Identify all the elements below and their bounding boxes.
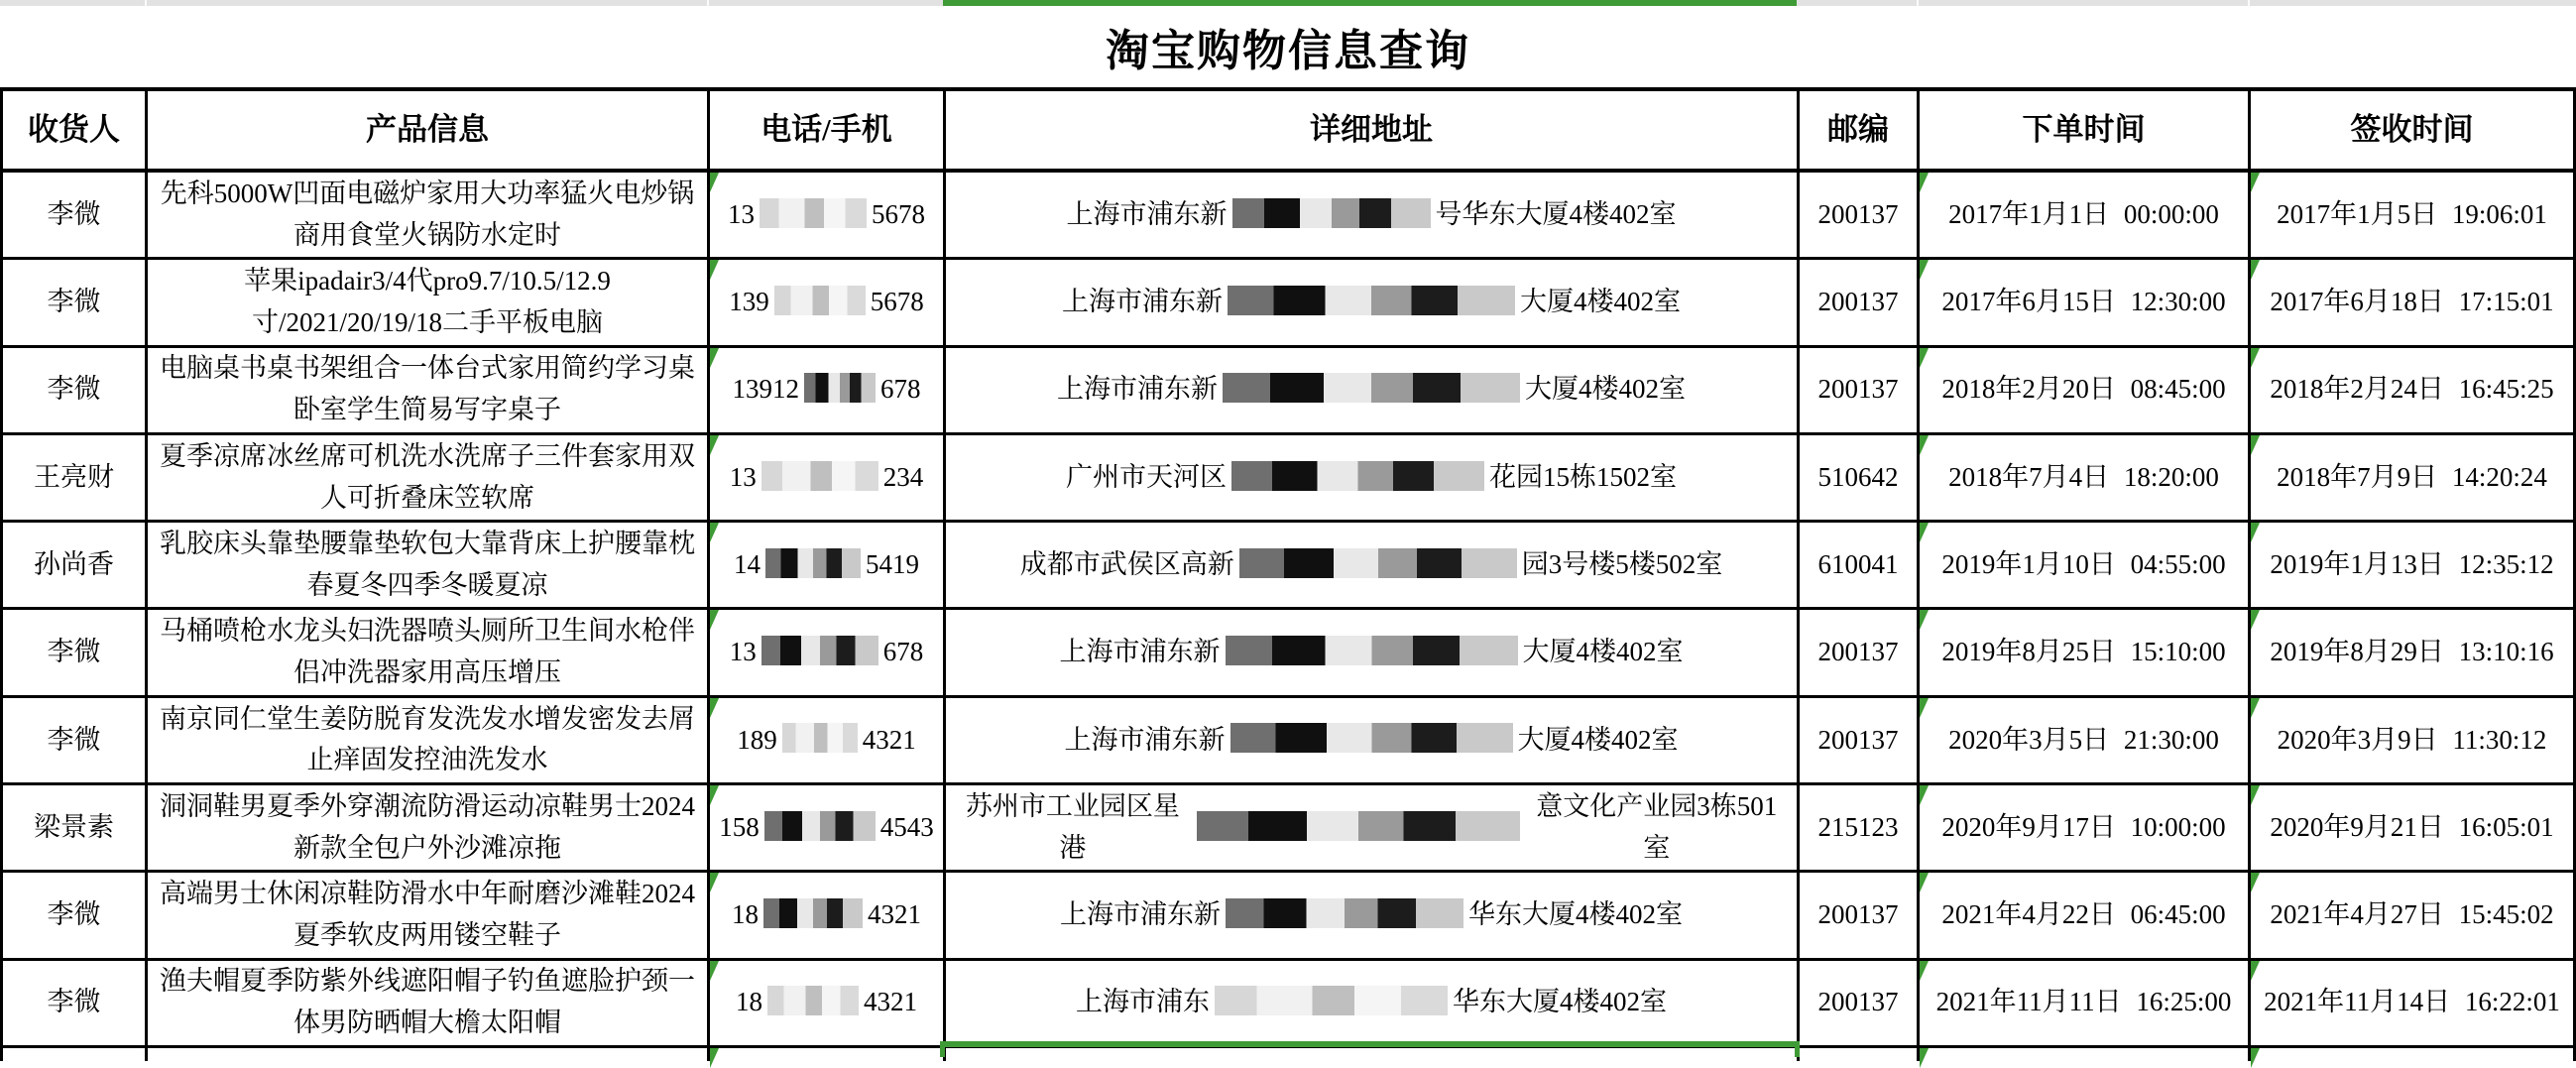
recipient-cell[interactable] [3,260,148,347]
visible-suffix: 大厦4楼402室 [1522,637,1684,667]
visible-prefix: 上海市浦东 [1076,987,1210,1017]
order-time-cell[interactable] [1920,260,2251,347]
error-indicator-icon [710,873,719,892]
order-time-cell[interactable] [1920,523,2251,610]
product-cell-text: 夏季凉席冰丝席可机洗水洗席子三件套家用双人可折叠床笠软席 [160,440,695,513]
visible-prefix: 13 [729,637,757,667]
redaction-block [1226,898,1464,928]
error-indicator-icon [710,260,719,280]
error-indicator-icon [2251,1048,2260,1068]
error-indicator-icon [1920,173,1929,192]
order-time-cell-text: 2020年3月5日 21:30:00 [1948,724,2219,755]
title-row[interactable] [0,6,2576,87]
visible-suffix: 华东大厦4楼402室 [1453,987,1667,1017]
table-row [3,173,2576,260]
zip-cell[interactable] [1800,961,1920,1048]
error-indicator-icon [710,1048,719,1068]
product-cell[interactable] [148,173,710,260]
redaction-block [761,461,878,491]
sign-time-cell-text: 2018年2月24日 16:45:25 [2270,374,2554,405]
sign-time-cell[interactable] [2251,173,2576,260]
order-time-cell-text: 2019年1月10日 04:55:00 [1941,548,2226,579]
visible-prefix: 上海市浦东新 [1062,287,1223,317]
product-cell-text: 洞洞鞋男夏季外穿潮流防滑运动凉鞋男士2024新款全包户外沙滩凉拖 [160,790,695,863]
zip-cell[interactable] [1800,698,1920,785]
zip-cell-text: 510642 [1817,461,1899,492]
product-cell[interactable] [148,873,710,960]
zip-cell[interactable] [1800,785,1920,873]
error-indicator-icon [1920,610,1929,630]
product-cell[interactable] [148,785,710,873]
phone-cell[interactable] [710,873,946,960]
sign-time-cell-text: 2018年7月9日 14:20:24 [2277,461,2547,492]
error-indicator-icon [1920,1048,1929,1068]
recipient-cell[interactable] [3,348,148,435]
recipient-cell-text: 李微 [47,724,101,755]
redaction-block [1231,461,1484,491]
phone-cell[interactable] [710,260,946,347]
phone-cell[interactable] [710,610,946,697]
error-indicator-icon [710,173,719,192]
error-indicator-icon [710,523,719,542]
phone-cell[interactable] [710,348,946,435]
error-indicator-icon [2251,435,2260,455]
error-indicator-icon [710,348,719,368]
visible-prefix: 13 [729,461,757,492]
product-cell-text: 乳胶床头靠垫腰靠垫软包大靠背床上护腰靠枕春夏冬四季冬暖夏凉 [160,528,695,600]
product-cell[interactable] [148,610,710,697]
recipient-cell-text: 李微 [47,987,101,1017]
visible-prefix: 18 [736,987,762,1017]
product-cell-text: 苹果ipadair3/4代pro9.7/10.5/12.9寸/2021/20/19/18二手平板电脑 [244,266,611,337]
error-indicator-icon [710,961,719,981]
zip-cell-text: 200137 [1817,198,1899,229]
address-cell[interactable] [946,435,1800,523]
recipient-cell-text: 李微 [47,637,101,667]
phone-cell[interactable] [710,785,946,873]
sign-time-cell[interactable] [2251,435,2576,523]
visible-prefix: 上海市浦东新 [1057,374,1218,405]
zip-cell-text: 610041 [1817,548,1899,579]
redaction-block [1215,986,1448,1015]
product-cell[interactable] [148,523,710,610]
visible-prefix: 苏州市工业园区星港 [965,790,1180,863]
visible-suffix: 5678 [870,287,924,317]
redaction-block [1197,811,1520,841]
redaction-block [1239,548,1517,578]
recipient-cell[interactable] [3,435,148,523]
visible-prefix: 139 [729,287,769,317]
redaction-block [1232,198,1431,228]
sign-time-cell-text: 2019年8月29日 13:10:16 [2270,637,2554,667]
redaction-block [782,723,858,753]
error-indicator-icon [2251,523,2260,542]
zip-cell-text: 200137 [1817,724,1899,755]
error-indicator-icon [2251,173,2260,192]
redaction-block [1228,286,1515,315]
recipient-cell-text: 孙尚香 [34,548,114,579]
visible-suffix: 4543 [879,811,934,842]
recipient-cell[interactable] [3,1048,148,1061]
redaction-block [1230,723,1513,753]
recipient-cell[interactable] [3,785,148,873]
order-time-cell[interactable] [1920,435,2251,523]
order-time-cell[interactable] [1920,1048,2251,1061]
redaction-block [767,986,859,1015]
orders-table [0,87,2576,1061]
product-cell-text: 南京同仁堂生姜防脱育发洗发水增发密发去屑止痒固发控油洗发水 [160,703,695,775]
phone-cell[interactable] [710,523,946,610]
sign-time-cell[interactable] [2251,961,2576,1048]
visible-suffix: 4321 [868,899,921,930]
sign-time-cell-text: 2020年9月21日 16:05:01 [2270,811,2554,842]
order-time-cell[interactable] [1920,873,2251,960]
visible-suffix: 大厦4楼402室 [1525,374,1686,405]
error-indicator-icon [1920,698,1929,718]
error-indicator-icon [2251,873,2260,892]
product-cell[interactable] [148,260,710,347]
table-row-partial [3,1048,2576,1061]
redaction-block [761,636,878,665]
error-indicator-icon [2251,610,2260,630]
redaction-block [765,548,861,578]
visible-suffix: 234 [882,461,924,492]
page-title: 淘宝购物信息查询 [1106,27,1470,75]
sign-time-cell[interactable] [2251,523,2576,610]
zip-cell[interactable] [1800,610,1920,697]
sign-time-cell[interactable] [2251,1048,2576,1061]
visible-prefix: 上海市浦东新 [1060,899,1221,930]
visible-suffix: 意文化产业园3栋501室 [1536,790,1778,863]
order-time-cell-text: 2021年11月11日 16:25:00 [1935,987,2232,1017]
error-indicator-icon [2251,348,2260,368]
error-indicator-icon [1920,435,1929,455]
error-indicator-icon [1920,785,1929,805]
product-cell[interactable] [148,961,710,1048]
address-cell[interactable] [946,698,1800,785]
error-indicator-icon [710,435,719,455]
visible-prefix: 上海市浦东新 [1064,724,1226,755]
zip-cell[interactable] [1800,1048,1920,1061]
address-cell[interactable] [946,961,1800,1048]
visible-prefix: 158 [719,811,760,842]
product-cell[interactable] [148,1048,710,1061]
zip-cell-text: 215123 [1817,811,1899,842]
redaction-block [760,198,867,228]
visible-suffix: 华东大厦4楼402室 [1468,899,1683,930]
table-row [3,961,2576,1048]
sign-time-cell-text: 2021年4月27日 15:45:02 [2270,899,2554,930]
error-indicator-icon [1920,348,1929,368]
recipient-cell-text: 李微 [47,198,101,229]
phone-cell[interactable] [710,1048,946,1061]
visible-suffix: 园3号楼5楼502室 [1521,548,1723,579]
order-time-cell-text: 2018年7月4日 18:20:00 [1948,461,2219,492]
recipient-cell[interactable] [3,523,148,610]
table-row [3,260,2576,347]
zip-cell[interactable] [1800,173,1920,260]
order-time-cell-text: 2017年1月1日 00:00:00 [1948,198,2219,229]
header-phone[interactable]: 电话/手机 [710,91,946,173]
table-header-row [3,91,2576,173]
sign-time-cell-text: 2021年11月14日 16:22:01 [2264,987,2560,1017]
sign-time-cell-text: 2017年6月18日 17:15:01 [2270,287,2554,317]
visible-suffix: 678 [882,637,924,667]
sign-time-cell[interactable] [2251,698,2576,785]
zip-cell[interactable] [1800,260,1920,347]
order-time-cell[interactable] [1920,961,2251,1048]
table-row [3,698,2576,785]
visible-suffix: 678 [880,374,921,405]
order-time-cell-text: 2017年6月15日 12:30:00 [1941,287,2226,317]
order-time-cell-text: 2020年9月17日 10:00:00 [1941,811,2226,842]
redaction-block [1226,636,1518,665]
error-indicator-icon [710,698,719,718]
visible-suffix: 5678 [872,198,925,229]
order-time-cell[interactable] [1920,173,2251,260]
error-indicator-icon [710,610,719,630]
phone-cell[interactable] [710,698,946,785]
address-cell[interactable] [946,785,1800,873]
zip-cell[interactable] [1800,435,1920,523]
sign-time-cell-text: 2020年3月9日 11:30:12 [2277,724,2547,755]
sign-time-cell[interactable] [2251,610,2576,697]
recipient-cell[interactable] [3,698,148,785]
redaction-block [774,286,866,315]
address-cell[interactable] [946,173,1800,260]
redaction-block [764,811,876,841]
header-address[interactable]: 详细地址 [946,91,1800,173]
zip-cell-text: 200137 [1817,637,1899,667]
redaction-block [763,898,863,928]
error-indicator-icon [1920,260,1929,280]
error-indicator-icon [1920,873,1929,892]
recipient-cell-text: 李微 [47,374,101,405]
zip-cell[interactable] [1800,523,1920,610]
address-cell[interactable] [946,260,1800,347]
table-row [3,785,2576,873]
phone-cell[interactable] [710,961,946,1048]
table-row [3,610,2576,697]
product-cell-text: 高端男士休闲凉鞋防滑水中年耐磨沙滩鞋2024夏季软皮两用镂空鞋子 [160,879,695,951]
zip-cell[interactable] [1800,873,1920,960]
visible-suffix: 4321 [862,724,916,755]
address-cell-selected[interactable] [946,1048,1800,1061]
product-cell[interactable] [148,435,710,523]
product-cell-text: 先科5000W凹面电磁炉家用大功率猛火电炒锅商用食堂火锅防水定时 [160,178,695,250]
visible-prefix: 13 [728,198,755,229]
visible-prefix: 13912 [732,374,799,405]
visible-prefix: 14 [734,548,761,579]
error-indicator-icon [2251,260,2260,280]
visible-suffix: 大厦4楼402室 [1517,724,1679,755]
order-time-cell[interactable] [1920,610,2251,697]
visible-suffix: 4321 [864,987,917,1017]
header-zip[interactable]: 邮编 [1800,91,1920,173]
visible-prefix: 18 [732,899,759,930]
recipient-cell-text: 梁景素 [34,811,114,842]
error-indicator-icon [2251,698,2260,718]
address-cell[interactable] [946,610,1800,697]
address-cell[interactable] [946,873,1800,960]
visible-prefix: 成都市武侯区高新 [1019,548,1234,579]
order-time-cell[interactable] [1920,698,2251,785]
order-time-cell-text: 2021年4月22日 06:45:00 [1941,899,2226,930]
recipient-cell-text: 李微 [47,899,101,930]
table-row [3,435,2576,523]
product-cell-text: 渔夫帽夏季防紫外线遮阳帽子钓鱼遮脸护颈一体男防晒帽大檐太阳帽 [160,966,695,1038]
zip-cell-text: 200137 [1817,287,1899,317]
redaction-block [804,373,876,403]
product-cell-text: 电脑桌书桌书架组合一体台式家用简约学习桌卧室学生简易写字桌子 [160,353,695,425]
visible-suffix: 5419 [866,548,919,579]
address-cell[interactable] [946,523,1800,610]
product-cell[interactable] [148,348,710,435]
recipient-cell[interactable] [3,961,148,1048]
sign-time-cell-text: 2017年1月5日 19:06:01 [2277,198,2547,229]
zip-cell-text: 200137 [1817,899,1899,930]
visible-prefix: 189 [737,724,777,755]
recipient-cell[interactable] [3,173,148,260]
phone-cell[interactable] [710,435,946,523]
visible-prefix: 广州市天河区 [1066,461,1227,492]
sign-time-cell[interactable] [2251,348,2576,435]
visible-suffix: 号华东大厦4楼402室 [1435,198,1677,229]
header-order-time[interactable]: 下单时间 [1920,91,2251,173]
zip-cell-text: 200137 [1817,987,1899,1017]
sign-time-cell[interactable] [2251,785,2576,873]
zip-cell-text: 200137 [1817,374,1899,405]
visible-suffix: 花园15栋1502室 [1489,461,1677,492]
table-row [3,348,2576,435]
phone-cell[interactable] [710,173,946,260]
product-cell[interactable] [148,698,710,785]
order-time-cell-text: 2018年2月20日 08:45:00 [1941,374,2226,405]
table-row [3,523,2576,610]
recipient-cell[interactable] [3,610,148,697]
zip-cell[interactable] [1800,348,1920,435]
error-indicator-icon [1920,961,1929,981]
error-indicator-icon [2251,785,2260,805]
visible-suffix: 大厦4楼402室 [1520,287,1681,317]
sign-time-cell-text: 2019年1月13日 12:35:12 [2270,548,2554,579]
error-indicator-icon [2251,961,2260,981]
recipient-cell[interactable] [3,873,148,960]
table-row [3,873,2576,960]
order-time-cell[interactable] [1920,348,2251,435]
header-recipient[interactable]: 收货人 [3,91,148,173]
product-cell-text: 马桶喷枪水龙头妇洗器喷头厕所卫生间水枪伴侣冲洗器家用高压增压 [160,616,695,688]
sign-time-cell[interactable] [2251,873,2576,960]
order-time-cell[interactable] [1920,785,2251,873]
visible-prefix: 上海市浦东新 [1066,198,1228,229]
order-time-cell-text: 2019年8月25日 15:10:00 [1941,637,2226,667]
sign-time-cell[interactable] [2251,260,2576,347]
address-cell[interactable] [946,348,1800,435]
header-sign-time[interactable]: 签收时间 [2251,91,2576,173]
recipient-cell-text: 李微 [47,287,101,317]
redaction-block [1223,373,1520,403]
error-indicator-icon [710,785,719,805]
recipient-cell-text: 王亮财 [34,461,114,492]
table-body [3,173,2576,1048]
visible-prefix: 上海市浦东新 [1059,637,1221,667]
header-product[interactable]: 产品信息 [148,91,710,173]
error-indicator-icon [1920,523,1929,542]
